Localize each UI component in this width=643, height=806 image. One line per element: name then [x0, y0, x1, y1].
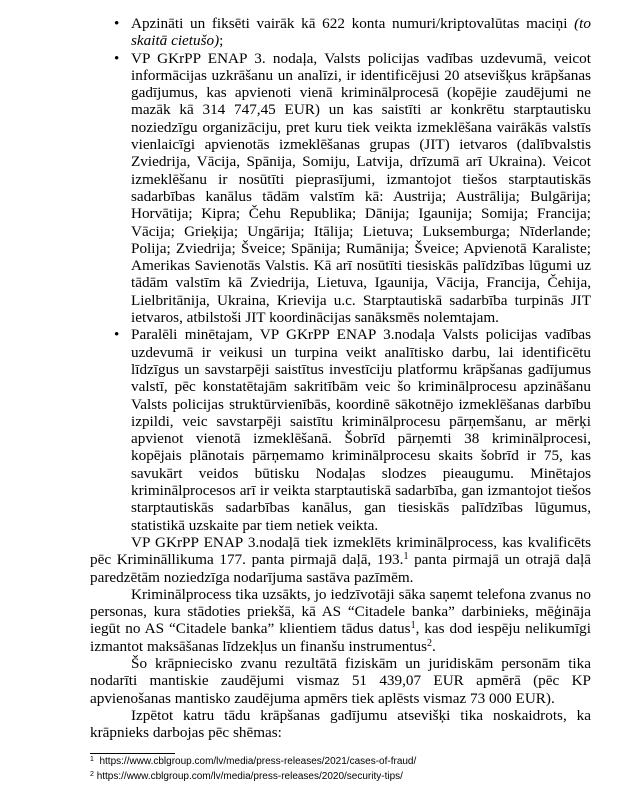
- paragraph: Šo krāpniecisko zvanu rezultātā fiziskām un juridiskām personām tika nodarīti mantiskie zaudējumi vismaz 51 439,07 EUR apmērā (pēc KP apvienošanas mantisko zaudējuma apmērs tiek aplēsts vismaz 73 000 EUR).: [90, 654, 591, 707]
- paragraph: [90, 534, 591, 586]
- footnote-link[interactable]: https://www.cblgroup.com/lv/media/press-releases/2021/cases-of-fraud/: [99, 756, 417, 768]
- paragraph-text: panta pirmajā un otrajā daļā paredzētām noziedzīga nodarījuma sastāva pazīmēm.: [90, 551, 591, 586]
- footnote-number: 2: [90, 771, 94, 779]
- paragraph-text: , kas dod iespēju nelikumīgi izmantot maksāšanas līdzekļus un finanšu instrumentus: [90, 620, 591, 655]
- bullet-icon: •: [114, 326, 120, 344]
- footnote-link[interactable]: https://www.cblgroup.com/lv/media/press-releases/2020/security-tips/: [96, 771, 403, 783]
- list-item: [90, 15, 591, 50]
- footnote: [90, 754, 591, 769]
- footnote: [90, 769, 591, 784]
- paragraph-text: VP GKrPP ENAP 3.nodaļā tiek izmeklēts kriminālprocess, kas kvalificēts pēc Krimināllikuma 177. panta pirmajā daļā, 193.: [90, 533, 591, 569]
- list-item-text: Paralēli minētajam, VP GKrPP ENAP 3.nodaļa Valsts policijas vadības uzdevumā ir veikusi un turpina veikt analītisko darbu, lai identificētu līdzīgus un savstarpēji saistītus investīciju platformu krāpšanas gadījumus valstī, pēc konstatētajām sakritībām veic šo kriminālprocesu apzināšanu Valsts policijas struktūrvienībās, koordinē sākotnējo izmeklēšanas darbību izpildi, veic savstarpēji saistītu kriminālprocesu pārņemšanu, ar mērķi apvienot vienotā izmeklēšanā. Šobrīd pārņemti 38 kriminālprocesi, kopējais plānotais pārņemamo kriminālprocesu skaits šobrīd ir 75, kas savukārt veidos būtisku Nodaļas slodzes pieaugumu. Minētajos kriminālprocesos arī ir veikta starptautiskā sadarbība, gan izmantojot tiešos starptautiskās sadarbības kanālus, gan tiesiskās palīdzības lūgumus, statistikā uzskaite par tiem netiek veikta.: [131, 326, 591, 534]
- list-item: [90, 50, 591, 327]
- paragraph: Izpētot katru tādu krāpšanas gadījumu atsevišķi tika noskaidrots, ka krāpnieks darbojas pēc shēmas:: [90, 706, 591, 742]
- footnote-ref[interactable]: 1: [410, 620, 416, 632]
- bullet-icon: •: [114, 15, 120, 32]
- paragraph-text: .: [432, 637, 436, 655]
- footnote-number: 1: [90, 756, 94, 764]
- footnote-ref[interactable]: 2: [427, 637, 433, 649]
- list-item-italic: (to skaitā cietušo): [131, 15, 591, 50]
- list-item-text: VP GKrPP ENAP 3. nodaļa, Valsts policijas vadības uzdevumā, veicot informācijas uzkrāšanu un analīzi, ir identificējusi 20 atsevišķus krāpšanas gadījumus, kas apvienoti vienā kriminālprocesā (kopējie zaudējumi ne mazāk kā 314 747,45 EUR) un kas saistīti ar konkrētu starptautisku noziedzīgu organizāciju, pret kuru tiek veikta izmeklēšana vairākās valstīs vienlaicīgi apvienotās izmeklēšanas grupas (JIT) ietvaros (dalībvalstis Zviedrija, Vācija, Spānija, Somiju, Latvija, drīzumā arī Ukraina). Veicot izmeklēšanu ir nosūtīti pieprasījumi, izmantojot tiešos starptautiskās sadarbības kanālus tādām valstīm kā: Austrija; Austrālija; Bulgārija; Horvātija; Kipra; Čehu Republika; Dānija; Igaunija; Somija; Francija; Vācija; Grieķija; Ungārija; Itālija; Lietuva; Luksemburga; Nīderlande; Polija; Zviedrija; Šveice; Spānija; Rumānija; Šveice; Apvienotā Karaliste; Amerikas Savienotās Valstis. Kā arī nosūtīti tiesiskās palīdzības lūgumi uz tādām valstīm kā Zviedrija, Lietuva, Igaunija, Vācija, Francija, Čehija, Lielbritānija, Ukraina, Krievija u.c. Starptautiskā sadarbība turpinās JIT ietvaros, atbilstoši JIT koordinācijas sanāksmēs nolemtajam.: [131, 49, 591, 327]
- paragraph-text: Kriminālprocess tika uzsākts, jo iedzīvotāji sāka saņemt telefona zvanus no personas, kura stādoties priekšā, kā AS “Citadele banka” darbinieks, mēģināja iegūt no AS “Citadele banka” klientiem tādus datus: [90, 585, 591, 638]
- bullet-icon: •: [114, 49, 120, 67]
- list-item: [90, 326, 591, 534]
- bullet-list: [90, 15, 591, 534]
- list-item-tail: ;: [219, 32, 224, 50]
- footnote-ref[interactable]: 1: [403, 551, 409, 563]
- list-item-text: Apzināti un fiksēti vairāk kā 622 konta numuri/kriptovalūtas maciņi: [131, 15, 575, 32]
- paragraph: [90, 586, 591, 655]
- document-body: [90, 0, 591, 784]
